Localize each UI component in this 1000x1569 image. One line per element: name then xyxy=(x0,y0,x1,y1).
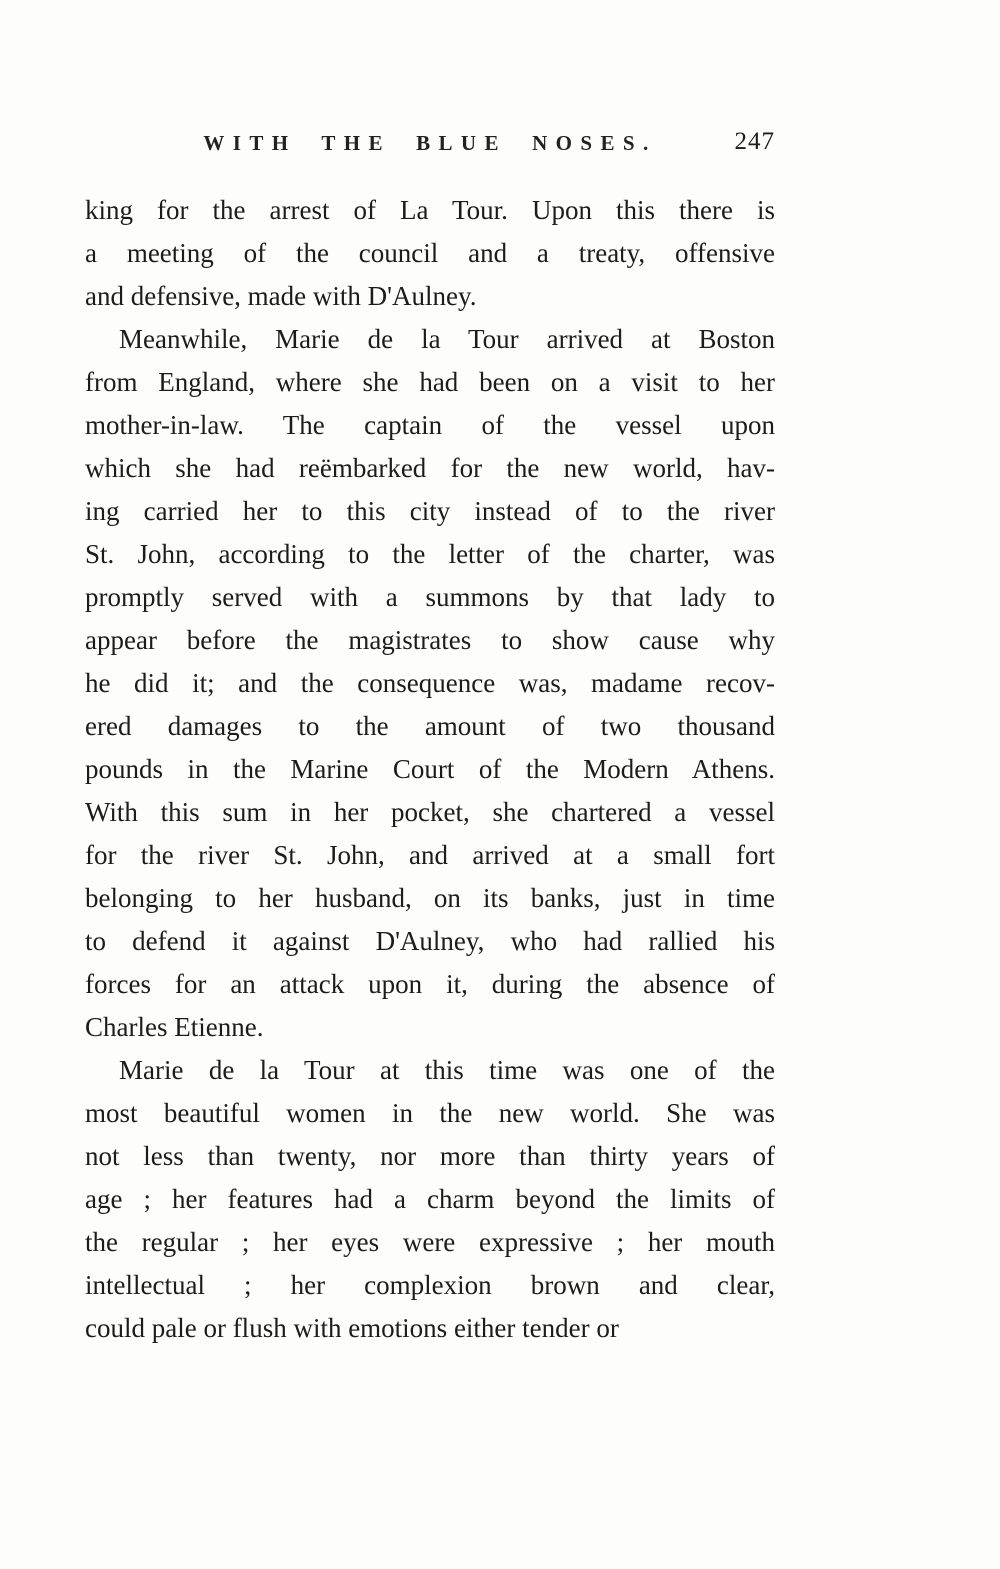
text-line: promptly served with a summons by that lady to xyxy=(85,582,775,612)
text-line: he did it; and the consequence was, madame recov- xyxy=(85,668,775,698)
paragraph xyxy=(85,189,775,318)
text-line: Charles Etienne. xyxy=(85,1012,264,1042)
text-line: appear before the magistrates to show cause why xyxy=(85,625,775,655)
text-line: to defend it against D'Aulney, who had rallied his xyxy=(85,926,775,956)
text-line: mother-in-law. The captain of the vessel upon xyxy=(85,410,775,440)
text-line: intellectual ; her complexion brown and clear, xyxy=(85,1270,775,1300)
text-line: age ; her features had a charm beyond the limits of xyxy=(85,1184,775,1214)
body-text xyxy=(85,189,775,1350)
text-line: Meanwhile, Marie de la Tour arrived at Boston xyxy=(119,324,775,354)
text-line: could pale or flush with emotions either tender or xyxy=(85,1313,619,1343)
text-line: belonging to her husband, on its banks, just in time xyxy=(85,883,775,913)
text-line: With this sum in her pocket, she chartered a vessel xyxy=(85,797,775,827)
page-number: 247 xyxy=(734,128,775,155)
text-line: and defensive, made with D'Aulney. xyxy=(85,281,477,311)
text-line: the regular ; her eyes were expressive ; her mouth xyxy=(85,1227,775,1257)
text-line: forces for an attack upon it, during the absence of xyxy=(85,969,775,999)
text-line: ing carried her to this city instead of to the river xyxy=(85,496,775,526)
text-line: from England, where she had been on a visit to her xyxy=(85,367,775,397)
text-line: ered damages to the amount of two thousand xyxy=(85,711,775,741)
text-line: a meeting of the council and a treaty, offensive xyxy=(85,238,775,268)
text-line: pounds in the Marine Court of the Modern Athens. xyxy=(85,754,775,784)
text-line: for the river St. John, and arrived at a small fort xyxy=(85,840,775,870)
text-line: St. John, according to the letter of the charter, was xyxy=(85,539,775,569)
text-line: not less than twenty, nor more than thirty years of xyxy=(85,1141,775,1171)
page-header xyxy=(85,128,775,165)
text-line: which she had reëmbarked for the new world, hav- xyxy=(85,453,775,483)
text-line: Marie de la Tour at this time was one of the xyxy=(119,1055,775,1085)
paragraph xyxy=(85,318,775,1049)
text-line: king for the arrest of La Tour. Upon this there is xyxy=(85,195,775,225)
paragraph xyxy=(85,1049,775,1350)
text-line: most beautiful women in the new world. She was xyxy=(85,1098,775,1128)
running-title: WITH THE BLUE NOSES. xyxy=(203,131,657,155)
